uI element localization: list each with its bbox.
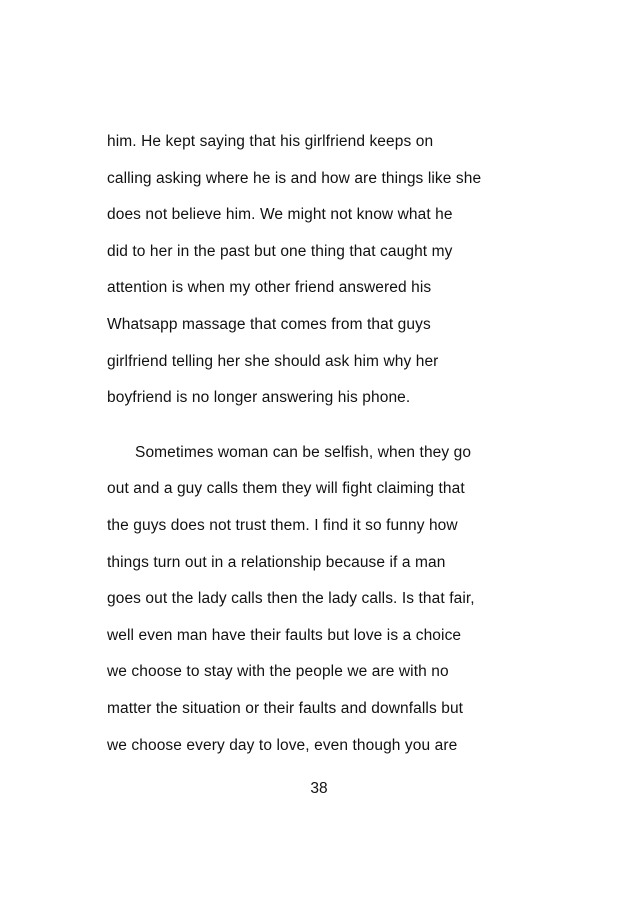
text-line: the guys does not trust them. I find it so funny how bbox=[107, 516, 458, 534]
paragraph-1 bbox=[107, 124, 537, 417]
text-line: matter the situation or their faults and downfalls but bbox=[107, 699, 464, 717]
paragraph-2 bbox=[107, 435, 537, 764]
text-line: calling asking where he is and how are things like she bbox=[107, 169, 482, 187]
text-line: goes out the lady calls then the lady calls. Is that fair, bbox=[107, 590, 475, 608]
text-line: we choose every day to love, even though you are bbox=[107, 736, 458, 754]
body-text bbox=[107, 124, 537, 764]
text-line: girlfriend telling her she should ask him why her bbox=[107, 352, 439, 370]
text-line: Whatsapp massage that comes from that guys bbox=[107, 315, 431, 333]
text-line: out and a guy calls them they will fight claiming that bbox=[107, 480, 465, 498]
text-line: things turn out in a relationship because if a man bbox=[107, 553, 446, 571]
text-line: well even man have their faults but love is a choice bbox=[107, 626, 462, 644]
text-line: him. He kept saying that his girlfriend keeps on bbox=[107, 133, 434, 150]
text-line: did to her in the past but one thing that caught my bbox=[107, 242, 453, 260]
text-line: attention is when my other friend answered his bbox=[107, 279, 432, 297]
page-number: 38 bbox=[310, 780, 328, 797]
text-line: we choose to stay with the people we are with no bbox=[107, 663, 449, 681]
text-line: boyfriend is no longer answering his phone. bbox=[107, 389, 411, 407]
text-line: does not believe him. We might not know what he bbox=[107, 206, 453, 224]
paragraph-spacer bbox=[107, 417, 537, 435]
text-line: Sometimes woman can be selfish, when they go bbox=[135, 443, 472, 461]
